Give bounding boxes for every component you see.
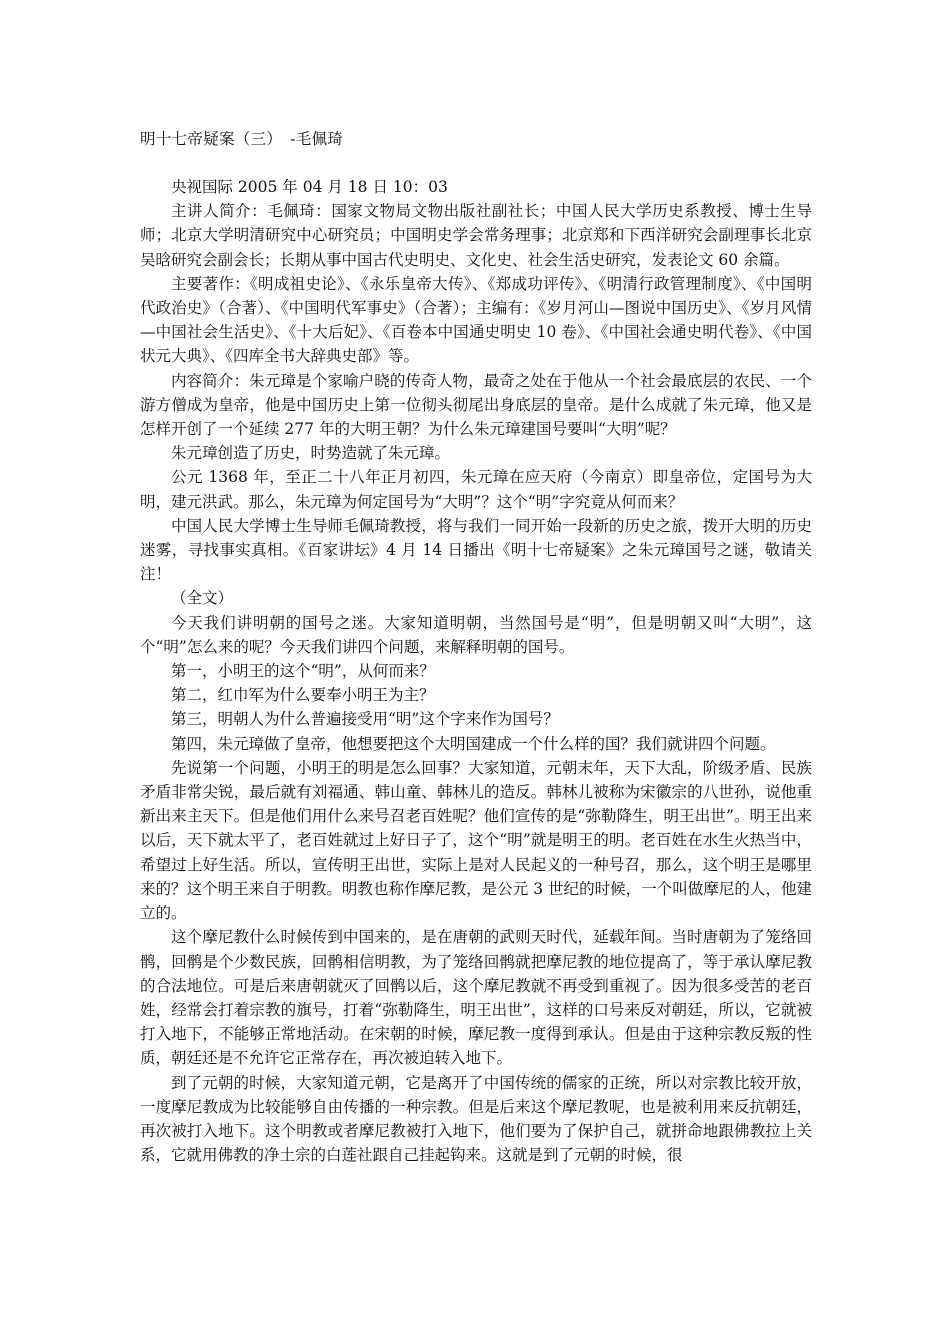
- paragraph: 到了元朝的时候，大家知道元朝，它是离开了中国传统的儒家的正统，所以对宗教比较开放，一度摩尼教成为比较能够自由传播的一种宗教。但是后来这个摩尼教呢，也是被利用来反抗朝廷，再次被打入地下。这个明教或者摩尼教被打入地下，他们要为了保护自己，就拼命地跟佛教拉上关系，它就用佛教的净土宗的白莲社跟自己挂起钩来。这就是到了元朝的时候，很: [140, 1073, 812, 1165]
- document-title: 明十七帝疑案（三） -毛佩琦: [140, 130, 344, 148]
- paragraph-fulltext-marker: （全文）: [171, 589, 234, 608]
- paragraph: 第四，朱元璋做了皇帝，他想要把这个大明国建成一个什么样的国？我们就讲四个问题。: [171, 734, 776, 753]
- paragraph: 今天我们讲明朝的国号之迷。大家知道明朝，当然国号是“明”，但是明朝又叫“大明”，这个“明”怎么来的呢？今天我们讲四个问题，来解释明朝的国号。: [140, 613, 812, 656]
- paragraph: 这个摩尼教什么时候传到中国来的，是在唐朝的武则天时代，延载年间。当时唐朝为了笼络回鹘，回鹘是个少数民族，回鹘相信明教，为了笼络回鹘就把摩尼教的地位提高了，等于承认摩尼教的合法地位。可是后来唐朝就灭了回鹘以后，这个摩尼教就不再受到重视了。因为很多受苦的老百姓，经常会打着宗教的旗号，打着“弥勒降生，明王出世”，这样的口号来反对朝廷，所以，它就被打入地下，不能够正常地活动。在宋朝的时候，摩尼教一度得到承认。但是由于这种宗教反叛的性质，朝廷还是不允许它正常存在，再次被迫转入地下。: [140, 928, 812, 1068]
- paragraph: 中国人民大学博士生导师毛佩琦教授，将与我们一同开始一段新的历史之旅，拨开大明的历史迷雾，寻找事实真相。《百家讲坛》4 月 14 日播出《明十七帝疑案》之朱元璋国号之谜，敬请关注！: [140, 516, 812, 584]
- document-body: [140, 175, 812, 1167]
- paragraph: 朱元璋创造了历史，时势造就了朱元璋。: [171, 444, 451, 463]
- paragraph: 先说第一个问题，小明王的明是怎么回事？大家知道，元朝末年，天下大乱，阶级矛盾、民族矛盾非常尖锐，最后就有刘福通、韩山童、韩林儿的造反。韩林儿被称为宋徽宗的八世孙，说他重新出来主天下。但是他们用什么来号召老百姓呢？他们宣传的是“弥勒降生，明王出世”。明王出来以后，天下就太平了，老百姓就过上好日子了，这个“明”就是明王的明。老百姓在水生火热当中，希望过上好生活。所以，宣传明王出世，实际上是对人民起义的一种号召，那么，这个明王是哪里来的？这个明王来自于明教。明教也称作摩尼教，是公元 3 世纪的时候，一个叫做摩尼的人，他建立的。: [140, 758, 812, 923]
- paragraph: 第三，明朝人为什么普遍接受用“明”这个字来作为国号？: [171, 710, 559, 729]
- paragraph: 公元 1368 年，至正二十八年正月初四，朱元璋在应天府（今南京）即皇帝位，定国号为大明，建元洪武。那么，朱元璋为何定国号为“大明”？这个“明”字究竟从何而来？: [140, 468, 812, 511]
- paragraph-speaker-intro: 主讲人简介：毛佩琦：国家文物局文物出版社副社长；中国人民大学历史系教授、博士生导师；北京大学明清研究中心研究员；中国明史学会常务理事；北京郑和下西洋研究会副理事长北京吴晗研究会副会长；长期从事中国古代史明史、文化史、社会生活史研究，发表论文 60 余篇。: [140, 202, 812, 269]
- paragraph-summary: 内容简介：朱元璋是个家喻户晓的传奇人物，最奇之处在于他从一个社会最底层的农民、一个游方僧成为皇帝，他是中国历史上第一位彻头彻尾出身底层的皇帝。是什么成就了朱元璋，他又是怎样开创了一个延续 277 年的大明王朝？为什么朱元璋建国号要叫“大明”呢？: [140, 371, 812, 439]
- paragraph: 第一，小明王的这个“明”，从何而来？: [171, 662, 435, 681]
- paragraph-dateline: 央视国际 2005 年 04 月 18 日 10：03: [171, 178, 448, 196]
- paragraph-works: 主要著作：《明成祖史论》、《永乐皇帝大传》、《郑成功评传》、《明清行政管理制度》、《中国明代政治史》（合著）、《中国明代军事史》（合著）；主编有：《岁月河山—图说中国历史》、《岁月风情—中国社会生活史》、《十大后妃》、《百卷本中国通史明史 10 卷》、《中国社会通史明代卷》、《中国状元大典》、《四库全书大辞典史部》等。: [140, 274, 812, 366]
- paragraph: 第二，红巾军为什么要奉小明王为主？: [171, 686, 435, 705]
